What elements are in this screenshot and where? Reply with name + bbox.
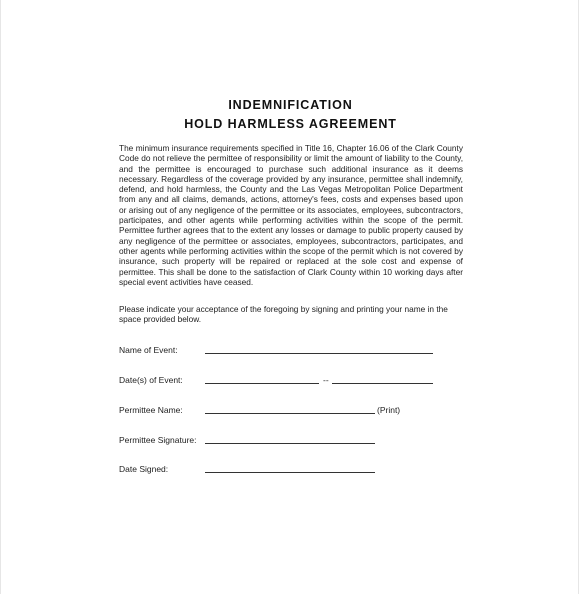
permittee-name-label: Permittee Name: <box>119 405 183 415</box>
name-of-event-field[interactable] <box>205 353 433 354</box>
date-signed-label: Date Signed: <box>119 464 169 474</box>
date-signed-field[interactable] <box>205 472 375 473</box>
permittee-signature-label: Permittee Signature: <box>119 435 197 445</box>
event-end-date-field[interactable] <box>332 383 433 384</box>
acceptance-instructions: Please indicate your acceptance of the foregoing by signing and printing your name in the space provided below. <box>119 304 448 325</box>
name-of-event-label: Name of Event: <box>119 345 178 355</box>
dates-of-event-label: Date(s) of Event: <box>119 375 183 385</box>
event-start-date-field[interactable] <box>205 383 319 384</box>
date-range-separator: -- <box>323 375 329 385</box>
permittee-signature-field[interactable] <box>205 443 375 444</box>
document-title: INDEMNIFICATION <box>228 98 353 112</box>
document-subtitle: HOLD HARMLESS AGREEMENT <box>184 117 397 131</box>
permittee-name-field[interactable] <box>205 413 375 414</box>
print-note: (Print) <box>377 405 401 415</box>
agreement-paragraph: The minimum insurance requirements specified in Title 16, Chapter 16.06 of the Clark County Code do not relieve the permittee of responsibility or limit the amount of liability to the County, and the permittee is encouraged to purchase such additional insurance as it deems necessary. Regardless of the coverage provided by any insurance, permittee shall indemnify, defend, and hold harmless, the County and the Las Vegas Metropolitan Police Department from any and all claims, demands, actions, attorney's fees, costs and expenses based upon or arising out of any negligence of the permittee or its associates, employees, subcontractors, participates, and other agents while performing activities within the scope of the permit. Permittee further agrees that to the extent any losses or damage to public property caused by any negligence of the permittee or associates, employees, subcontractors, participates, and other agents while performing activities within the scope of the permit which is not covered by insurance, such property will be repaired or replaced at the sole cost and expense of permittee. This shall be done to the satisfaction of Clark County within 10 working days after special event activities have ceased. <box>119 143 463 287</box>
